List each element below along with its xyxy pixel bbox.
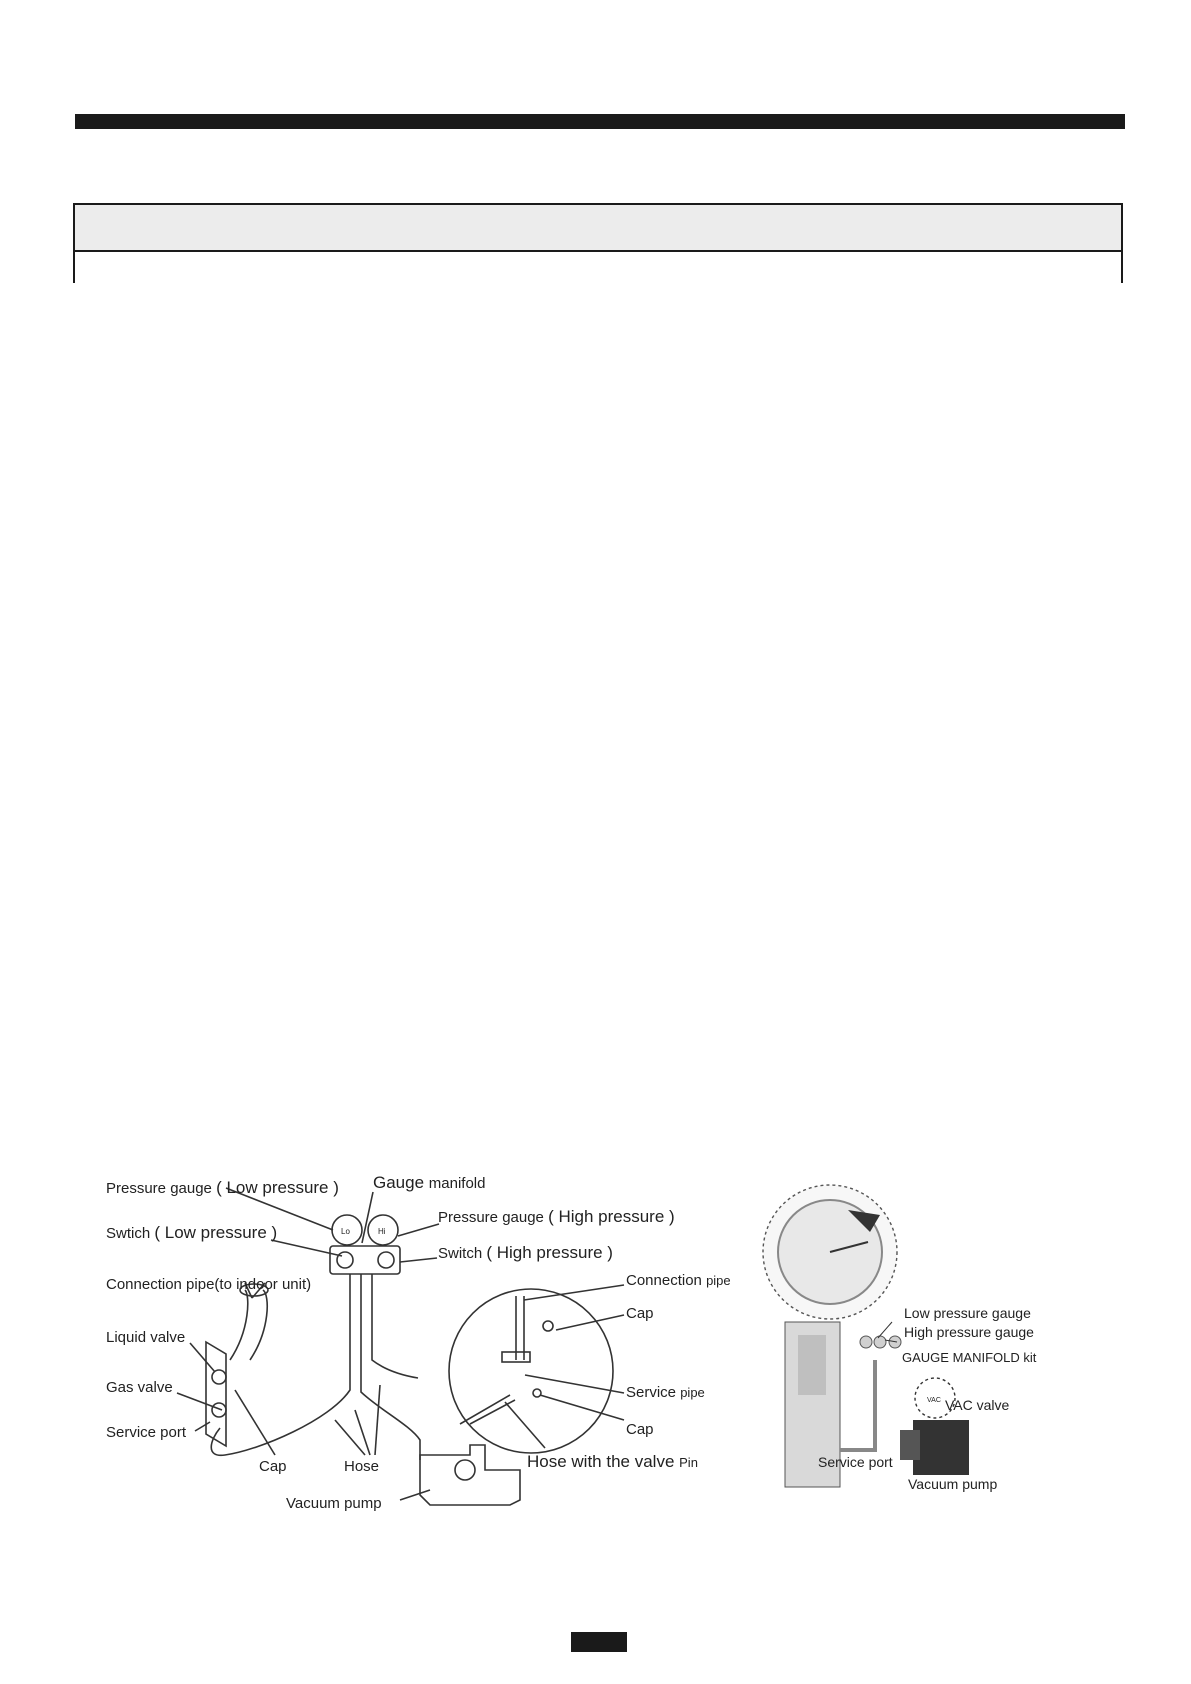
label-service-port: Service port bbox=[106, 1424, 187, 1441]
left-diagram-labels bbox=[106, 1173, 731, 1512]
label-high-pressure-gauge: High pressure gauge bbox=[904, 1324, 1034, 1340]
label-switch-high: Switch ( High pressure ) bbox=[438, 1243, 613, 1262]
label-connection-pipe-indoor: Connection pipe(to indoor unit) bbox=[106, 1276, 312, 1293]
label-pressure-gauge-high: Pressure gauge ( High pressure ) bbox=[438, 1207, 675, 1226]
label-liquid-valve: Liquid valve bbox=[106, 1329, 186, 1346]
label-switch-low: Swtich ( Low pressure ) bbox=[106, 1223, 278, 1242]
label-vacuum-pump: Vacuum pump bbox=[286, 1495, 382, 1512]
label-detail-cap-top: Cap bbox=[626, 1305, 654, 1322]
label-gauge-manifold-kit: GAUGE MANIFOLD kit bbox=[902, 1350, 1037, 1365]
label-hose: Hose bbox=[344, 1458, 380, 1475]
left-hose-drawing bbox=[211, 1274, 350, 1455]
label-low-pressure-gauge: Low pressure gauge bbox=[904, 1305, 1031, 1321]
label-hose-with-valve-pin: Hose with the valve Pin bbox=[527, 1452, 698, 1471]
label-detail-connection-pipe: Connection pipe bbox=[626, 1272, 731, 1289]
vac-mark: VAC bbox=[927, 1397, 941, 1404]
label-pressure-gauge-low: Pressure gauge ( Low pressure ) bbox=[106, 1178, 339, 1197]
detail-circle bbox=[449, 1289, 613, 1453]
gauge-letter-high: Hi bbox=[378, 1227, 386, 1236]
label-gas-valve: Gas valve bbox=[106, 1379, 173, 1396]
vacuum-pump-drawing bbox=[420, 1445, 520, 1505]
label-right-service-port: Service port bbox=[818, 1454, 893, 1470]
vacuum-pump-unit bbox=[913, 1420, 969, 1475]
label-detail-cap-bottom: Cap bbox=[626, 1421, 654, 1438]
label-right-vacuum-pump: Vacuum pump bbox=[908, 1476, 998, 1492]
page-number-tab bbox=[571, 1632, 627, 1652]
label-vac-valve: VAC valve bbox=[945, 1397, 1010, 1413]
label-detail-service-pipe: Service pipe bbox=[626, 1384, 705, 1401]
gauge-manifold-drawing bbox=[330, 1246, 400, 1274]
label-gauge-manifold: Gauge manifold bbox=[373, 1173, 486, 1192]
right-diagram bbox=[763, 1185, 1037, 1492]
gauge-letter-low: Lo bbox=[341, 1227, 350, 1236]
label-cap-left: Cap bbox=[259, 1458, 287, 1475]
